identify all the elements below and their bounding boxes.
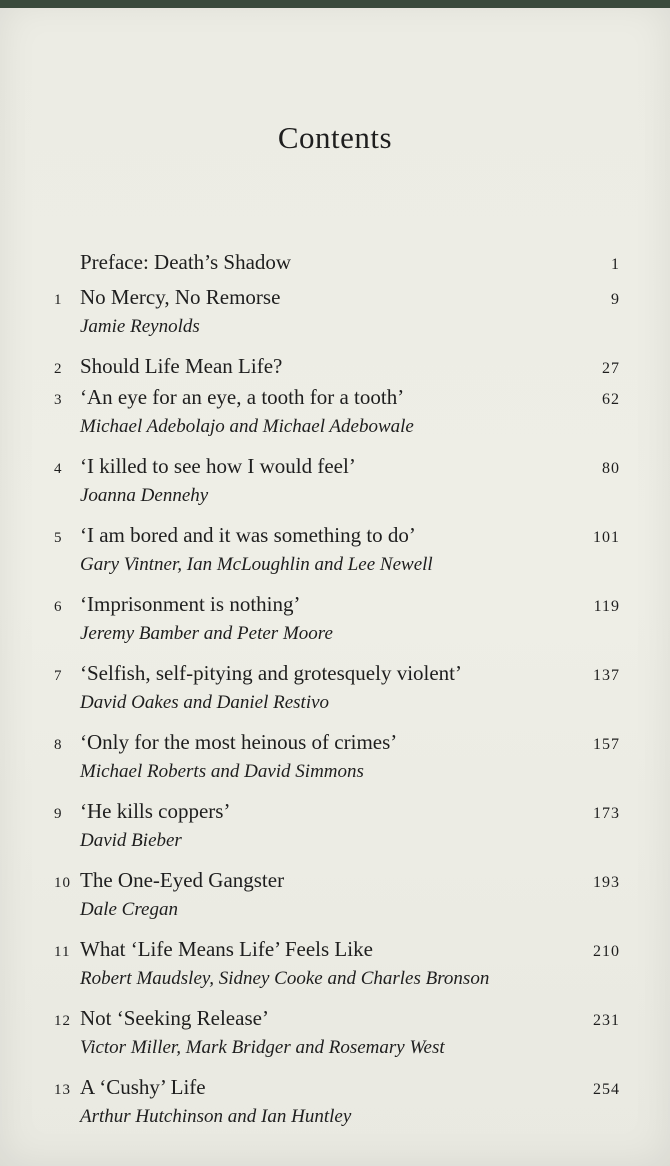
page-number: 119 bbox=[593, 598, 620, 615]
page-number: 137 bbox=[593, 667, 620, 684]
chapter-title: A ‘Cushy’ Life bbox=[80, 1075, 206, 1099]
toc-entry bbox=[54, 866, 620, 923]
chapter-number: 11 bbox=[54, 944, 71, 960]
chapter-number: 9 bbox=[54, 806, 63, 822]
table-of-contents bbox=[54, 248, 620, 1130]
chapter-number: 8 bbox=[54, 737, 63, 753]
chapter-title: ‘I killed to see how I would feel’ bbox=[80, 454, 356, 478]
chapter-subject: Michael Adebolajo and Michael Adebowale bbox=[80, 416, 414, 437]
page-number: 80 bbox=[602, 460, 620, 477]
chapter-title: What ‘Life Means Life’ Feels Like bbox=[80, 937, 373, 961]
page-number: 254 bbox=[593, 1081, 620, 1098]
page-number: 210 bbox=[593, 943, 620, 960]
chapter-subject: Victor Miller, Mark Bridger and Rosemary West bbox=[80, 1037, 445, 1058]
page-edge bbox=[0, 0, 670, 8]
chapter-number: 1 bbox=[54, 292, 63, 308]
chapter-subject: David Oakes and Daniel Restivo bbox=[80, 692, 330, 713]
toc-entry bbox=[54, 383, 620, 440]
page-number: 9 bbox=[611, 291, 620, 308]
chapter-title: ‘I am bored and it was something to do’ bbox=[80, 523, 416, 547]
page-number: 27 bbox=[602, 360, 620, 377]
page-title: Contents bbox=[277, 120, 393, 155]
chapter-number: 7 bbox=[54, 668, 63, 684]
toc-entry bbox=[54, 935, 620, 992]
chapter-title: ‘Only for the most heinous of crimes’ bbox=[80, 730, 398, 754]
chapter-number: 12 bbox=[54, 1013, 71, 1029]
toc-entry bbox=[54, 1073, 620, 1130]
chapter-subject: Dale Cregan bbox=[80, 899, 178, 920]
chapter-number: 3 bbox=[54, 392, 63, 408]
toc-entry bbox=[54, 1004, 620, 1061]
chapter-number: 13 bbox=[54, 1082, 71, 1098]
chapter-title: Should Life Mean Life? bbox=[80, 354, 283, 378]
toc-entry bbox=[54, 352, 620, 383]
chapter-subject: Jamie Reynolds bbox=[80, 316, 200, 337]
chapter-subject: David Bieber bbox=[80, 830, 182, 851]
chapter-number: 10 bbox=[54, 875, 71, 891]
chapter-subject: Robert Maudsley, Sidney Cooke and Charles Bronson bbox=[80, 968, 490, 989]
chapter-subject: Gary Vintner, Ian McLoughlin and Lee Newell bbox=[80, 554, 433, 575]
chapter-number: 2 bbox=[54, 361, 63, 377]
toc-entry bbox=[54, 728, 620, 785]
page-number: 101 bbox=[593, 529, 620, 546]
toc-entry bbox=[54, 521, 620, 578]
page-number: 157 bbox=[593, 736, 620, 753]
page-number: 1 bbox=[611, 256, 620, 273]
chapter-subject: Arthur Hutchinson and Ian Huntley bbox=[80, 1106, 352, 1127]
page-number: 62 bbox=[602, 391, 620, 408]
page-number: 193 bbox=[593, 874, 620, 891]
chapter-number: 4 bbox=[54, 461, 63, 477]
toc-entry bbox=[54, 590, 620, 647]
chapter-title: The One-Eyed Gangster bbox=[80, 868, 285, 892]
chapter-number: 6 bbox=[54, 599, 63, 615]
page-number: 173 bbox=[593, 805, 620, 822]
chapter-title: ‘Imprisonment is nothing’ bbox=[80, 592, 301, 616]
chapter-title: ‘An eye for an eye, a tooth for a tooth’ bbox=[80, 385, 405, 409]
toc-entry bbox=[54, 659, 620, 716]
chapter-subject: Jeremy Bamber and Peter Moore bbox=[80, 623, 333, 644]
chapter-title: No Mercy, No Remorse bbox=[80, 285, 281, 309]
toc-entry bbox=[54, 452, 620, 509]
chapter-number: 5 bbox=[54, 530, 63, 546]
toc-entry bbox=[54, 283, 620, 340]
chapter-subject: Joanna Dennehy bbox=[80, 485, 209, 506]
page-number: 231 bbox=[593, 1012, 620, 1029]
chapter-title: ‘Selfish, self-pitying and grotesquely violent’ bbox=[80, 661, 463, 685]
toc-entry bbox=[54, 248, 620, 279]
chapter-subject: Michael Roberts and David Simmons bbox=[80, 761, 364, 782]
toc-entry bbox=[54, 797, 620, 854]
chapter-title: Preface: Death’s Shadow bbox=[80, 250, 292, 274]
chapter-title: Not ‘Seeking Release’ bbox=[80, 1006, 269, 1030]
chapter-title: ‘He kills coppers’ bbox=[80, 799, 231, 823]
